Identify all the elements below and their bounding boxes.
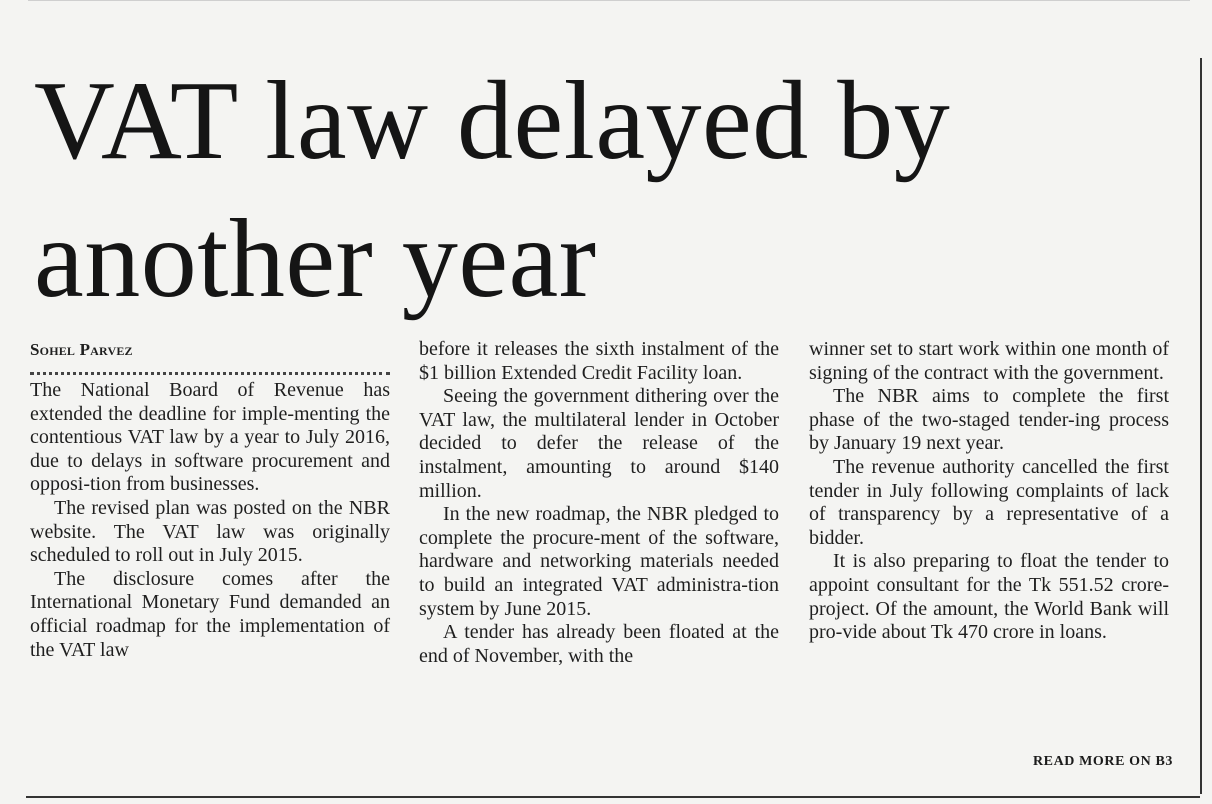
article-column-2 (419, 338, 779, 668)
bottom-rule (26, 796, 1200, 798)
paragraph: It is also preparing to float the tender to appoint consultant for the Tk 551.52 crore-project. Of the amount, the World Bank will pro-vide about Tk 470 crore in loans. (809, 550, 1169, 644)
article-column-1 (30, 338, 390, 662)
paragraph: In the new roadmap, the NBR pledged to complete the procure-ment of the software, hardware and networking materials needed to build an integrated VAT administra-tion system by June 2015. (419, 503, 779, 620)
article-column-3 (809, 338, 1169, 645)
paragraph: A tender has already been floated at the end of November, with the (419, 621, 779, 667)
paragraph: The revised plan was posted on the NBR website. The VAT law was originally scheduled to roll out in July 2015. (30, 496, 390, 567)
paragraph: The National Board of Revenue has extended the deadline for imple-menting the contentious VAT law by a year to July 2016, due to delays in software procurement and opposi-tion from businesses. (30, 379, 390, 496)
paragraph: Seeing the government dithering over the VAT law, the multilateral lender in October decided to defer the release of the instalment, amounting to around $140 million. (419, 385, 779, 502)
headline: VAT law delayed by another year (34, 59, 951, 321)
read-more-link[interactable]: READ MORE ON B3 (1032, 754, 1173, 769)
top-rule (28, 0, 1190, 7)
byline-dotted-rule (30, 370, 390, 375)
paragraph: The revenue authority cancelled the first tender in July following complaints of lack of transparency by a representative of a bidder. (809, 455, 1169, 549)
paragraph: The NBR aims to complete the first phase of the two-staged tender-ing process by January 19 next year. (809, 385, 1169, 455)
paragraph: winner set to start work within one month of signing of the contract with the government. (809, 338, 1169, 384)
paragraph: before it releases the sixth instalment of the $1 billion Extended Credit Facility loan. (419, 338, 779, 384)
column-rule-right (1200, 58, 1202, 794)
paragraph: The disclosure comes after the International Monetary Fund demanded an official roadmap for the implementation of the VAT law (30, 567, 390, 661)
byline: Sohel Parvez (30, 340, 133, 359)
